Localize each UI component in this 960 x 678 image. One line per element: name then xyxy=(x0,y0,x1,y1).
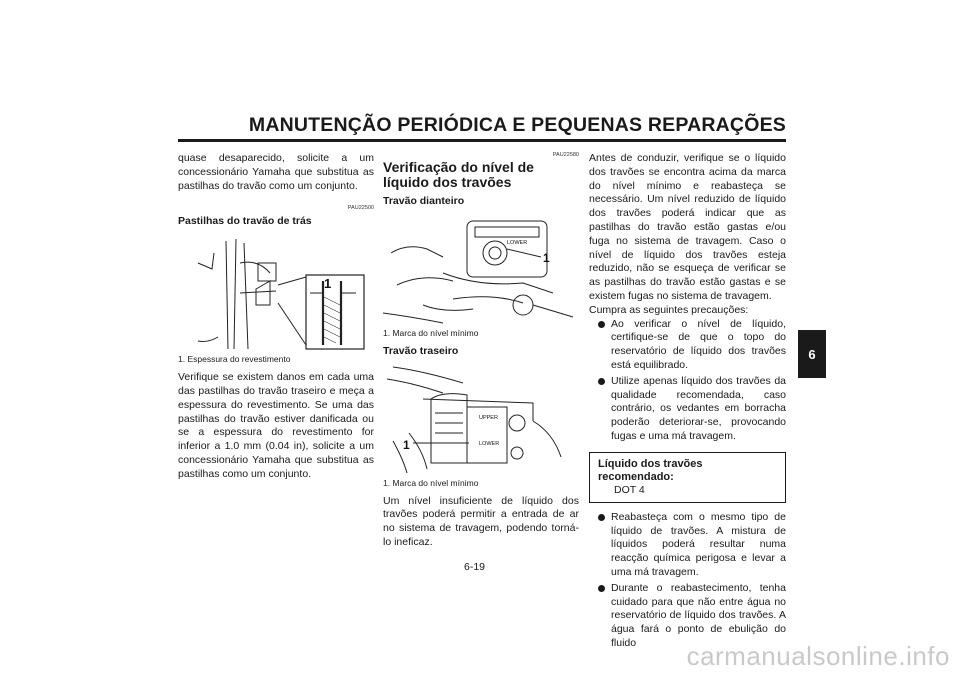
figure-caption: 1. Espessura do revestimento xyxy=(178,354,291,365)
spec-title: Líquido dos travões recomendado: xyxy=(598,457,703,483)
lower-mark-label: LOWER xyxy=(479,440,500,447)
figure-callout: 1 xyxy=(403,437,410,452)
column-1 xyxy=(178,152,374,482)
list-item: Ao verificar o nível de líquido, certifique-se de que o topo do reservatório de líquido dos travões está equilibrado. xyxy=(589,318,786,373)
spec-value: DOT 4 xyxy=(614,483,645,496)
section-title: Pastilhas do travão de trás xyxy=(178,215,312,228)
column-3 xyxy=(589,152,786,653)
page-header-title: MANUTENÇÃO PERIÓDICA E PEQUENAS REPARAÇÕES xyxy=(248,114,786,136)
header-rule xyxy=(178,139,786,142)
rear-figure-caption: 1. Marca do nível mínimo xyxy=(383,477,479,488)
front-brake-title: Travão dianteiro xyxy=(383,195,465,207)
bullet-icon xyxy=(598,514,605,521)
list-item: Reabasteça com o mesmo tipo de líquido de travões. A mistura de líquidos poderá resultar numa reacção química perigosa e levar a uma má travagem. xyxy=(589,511,786,580)
figure-callout: 1 xyxy=(543,250,550,265)
recommended-fluid-box xyxy=(589,452,786,503)
bullet-icon xyxy=(598,585,605,592)
figure-callout: 1 xyxy=(324,276,332,292)
list-item: Durante o reabastecimento, tenha cuidado para que não entre água no reservatório de líquido dos travões. A água fará o ponto de ebulição do fluido xyxy=(589,582,786,651)
rear-brake-title: Travão traseiro xyxy=(383,344,459,357)
front-reservoir-figure xyxy=(383,213,579,325)
intro-text: Antes de conduzir, verifique se o líquido dos travões se encontra acima da marca do nível mínimo e reabasteça se necessário. Um nível reduzido de líquido dos travões poderá indicar que as pastilhas do travão estão gastas e/ou fuga no sistema de travagem. Caso o nível de líquido dos travões esteja reduzido, não se esqueça de verificar se as pastilhas do travão estão gastas e se existem fugas no sistema de travagem. xyxy=(589,152,786,302)
column-2 xyxy=(383,152,579,550)
page-number: 6-19 xyxy=(464,561,486,573)
intro-text: quase desaparecido, solicite a um concessionário Yamaha que substitua as pastilhas do travão como um conjunto. xyxy=(178,152,374,192)
body-text: Verifique se existem danos em cada uma das pastilhas do travão traseiro e meça a espessura do revestimento. Se uma das pastilhas do travão estiver danificada ou se a espessura do revestimento for inferior a 1.0 mm (0.04 in), solicite a um concessionário Yamaha que substitua as pastilhas como um conjunto. xyxy=(178,371,374,480)
front-figure-caption: 1. Marca do nível mínimo xyxy=(383,327,479,338)
upper-mark-label: UPPER xyxy=(479,414,498,421)
section-title: Verificação do nível de líquido dos travões xyxy=(383,159,534,190)
section-code: PAU22580 xyxy=(552,152,579,158)
precautions-lead: Cumpra as seguintes precauções: xyxy=(589,303,749,316)
watermark: carmanualsonline.info xyxy=(686,641,950,671)
precautions-list-a xyxy=(589,318,786,444)
lower-mark-label: LOWER xyxy=(507,239,528,246)
chapter-tab: 6 xyxy=(798,330,826,378)
brake-pad-figure xyxy=(178,233,374,351)
rear-reservoir-figure xyxy=(383,363,579,475)
list-item: Utilize apenas líquido dos travões da qualidade recomendada, caso contrário, os vedantes em borracha poderão deteriorar-se, provocando fugas e uma má travagem. xyxy=(589,375,786,444)
rear-brake-reservoir-illustration xyxy=(383,363,579,475)
bullet-icon xyxy=(598,378,605,385)
front-brake-reservoir-illustration xyxy=(383,213,579,325)
body-text: Um nível insuficiente de líquido dos travões poderá permitir a entrada de ar no sistema de travagem, podendo torná-lo ineficaz. xyxy=(383,494,579,548)
bullet-icon xyxy=(598,321,605,328)
section-code: PAU22500 xyxy=(347,205,374,212)
precautions-list-b xyxy=(589,511,786,651)
rear-brake-pad-illustration xyxy=(178,233,374,351)
